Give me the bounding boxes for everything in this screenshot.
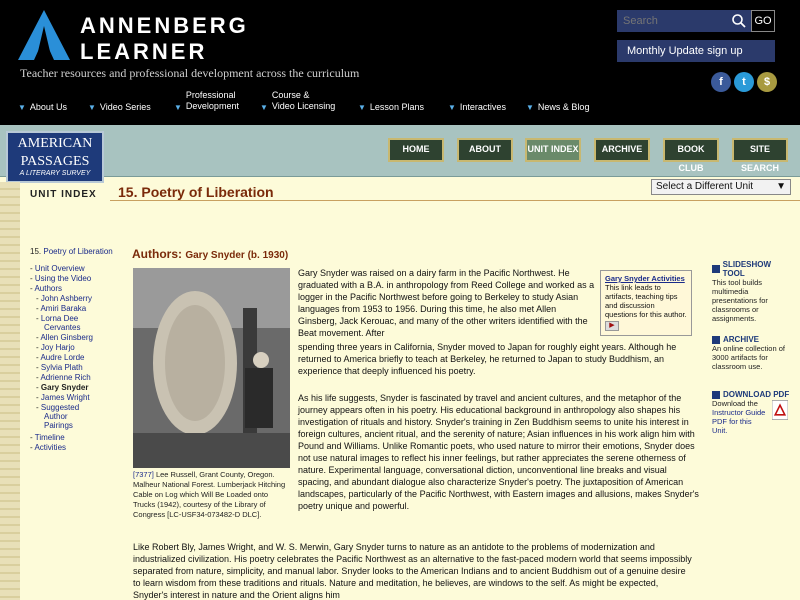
nav-video-series[interactable]: ▼ Video Series: [88, 102, 151, 112]
archive-icon: [712, 336, 720, 344]
nav-professional-development[interactable]: ▼ Professional Development: [174, 90, 239, 112]
bio-paragraph-1b: spending three years in California, Snyder moved to Japan for roughly eight years. Although he returned to America briefly to teach at Berkeley, he returned to Japan to study Buddhism, an experience that deeply influenced his poetry.: [298, 342, 677, 376]
download-pdf-tool[interactable]: DOWNLOAD PDF Download the Instructor Guide PDF for this Unit.: [712, 390, 790, 435]
slideshow-tool[interactable]: SLIDESHOW TOOL This tool builds multimedia presentations for classrooms or assignments.: [712, 260, 772, 323]
chevron-down-icon: ▼: [448, 102, 456, 112]
sidebar-item-cervantes-2[interactable]: Cervantes: [44, 323, 81, 332]
sidebar-item-harjo[interactable]: Joy Harjo: [40, 343, 75, 352]
archive-tool[interactable]: ARCHIVE An online collection of 3000 artifacts for classroom use.: [712, 335, 785, 371]
divider: [110, 200, 800, 201]
page-title: 15. Poetry of Liberation: [118, 184, 274, 200]
sidebar-item-cervantes[interactable]: Lorna Dee: [40, 314, 79, 323]
pdf-file-icon[interactable]: [772, 400, 788, 420]
twitter-icon[interactable]: t: [734, 72, 754, 92]
nav-about-us[interactable]: ▼ About Us: [18, 102, 67, 112]
chevron-down-icon: ▼: [526, 102, 534, 112]
slideshow-icon: [712, 265, 720, 273]
decorative-strip: [0, 182, 20, 600]
sidebar-item-timeline[interactable]: Timeline: [34, 433, 65, 442]
sidebar-item-baraka[interactable]: Amiri Baraka: [40, 304, 87, 313]
arrow-right-icon[interactable]: ▶: [605, 321, 619, 331]
facebook-icon[interactable]: f: [711, 72, 731, 92]
sidebar-item-snyder[interactable]: Gary Snyder: [40, 383, 89, 392]
chevron-down-icon: ▼: [174, 102, 182, 112]
bio-paragraph-3: Like Robert Bly, James Wright, and W. S. Merwin, Gary Snyder turns to nature as an antidote to the problems of modernization and industrialized civilization. His poetry celebrates the Pacific Northwest as an alternative to the fast-paced modern world that seems impossibly separated from nature, simplicity, and manual labor. Snyder looks to the American Indians and to ancient Buddhism out of a genuine desire to learn wisdom from these traditions and rituals. Nature and meditation, he believes, are windows to the self. As might be expected, Snyder's interest in nature and the Orient aligns him: [133, 542, 692, 600]
authors-heading: Authors: Gary Snyder (b. 1930): [132, 247, 289, 261]
sidebar-item-lorde[interactable]: Audre Lorde: [40, 353, 85, 362]
monthly-update-button[interactable]: Monthly Update sign up: [617, 40, 775, 62]
search-icon[interactable]: [731, 13, 747, 29]
annenberg-logo-icon[interactable]: [18, 10, 70, 60]
sidebar-item-authors[interactable]: Authors: [34, 284, 63, 293]
chevron-down-icon: ▼: [18, 102, 26, 112]
brand-line-1[interactable]: ANNENBERG: [80, 13, 249, 38]
activities-box[interactable]: Gary Snyder Activities This link leads to artifacts, teaching tips and discussion questions for this author. ▶: [600, 270, 692, 336]
bio-paragraph-1: Gary Snyder was raised on a dairy farm in the Pacific Northwest. He graduated with a B.A. in anthropology from Reed College and worked as a logger in the Pacific Northwest before going to Berkeley to study Asian languages from 1953 to 1956. During this time, he also met Allen Ginsberg, Jack Kerouac, and many of the other writers identified with the Beat movement. After: [298, 268, 595, 338]
chevron-down-icon: ▼: [358, 102, 366, 112]
search-go-button[interactable]: GO: [751, 10, 775, 32]
sidebar-item-rich[interactable]: Adrienne Rich: [40, 373, 91, 382]
nav-news-blog[interactable]: ▼ News & Blog: [526, 102, 590, 112]
tab-archive[interactable]: ARCHIVE: [594, 138, 650, 162]
activities-title[interactable]: Gary Snyder Activities: [605, 274, 685, 283]
chevron-down-icon: ▼: [88, 102, 96, 112]
chevron-down-icon: ▼: [260, 102, 268, 112]
pdf-icon: [712, 391, 720, 399]
tab-book-club[interactable]: BOOK CLUB: [663, 138, 719, 162]
sidebar-item-ashberry[interactable]: John Ashberry: [40, 294, 93, 303]
brand-line-2[interactable]: LEARNER: [80, 39, 208, 64]
site-header: [0, 0, 800, 125]
tagline: Teacher resources and professional development across the curriculum: [20, 66, 360, 80]
sidebar-item-wright[interactable]: James Wright: [40, 393, 90, 402]
shop-icon[interactable]: $: [757, 72, 777, 92]
unit-index-label: UNIT INDEX: [30, 189, 97, 200]
sidebar-head-link[interactable]: Poetry of Liberation: [43, 247, 113, 256]
sidebar-item-using-video[interactable]: Using the Video: [34, 274, 92, 283]
nav-lesson-plans[interactable]: ▼ Lesson Plans: [358, 102, 424, 112]
photo-caption: [7377] Lee Russell, Grant County, Oregon. Malheur National Forest. Lumberjack Hitching Cable on Log which Will Be Loaded onto Trucks (1942), courtesy of the Library of Congress [LC-USF34-073482-D DLC].: [133, 470, 286, 519]
caption-id-link[interactable]: [7377]: [133, 470, 154, 479]
sidebar-item-plath[interactable]: Sylvia Plath: [40, 363, 83, 372]
sidebar-item-author[interactable]: Author: [44, 412, 68, 421]
tab-unit-index[interactable]: UNIT INDEX: [525, 138, 581, 162]
nav-interactives[interactable]: ▼ Interactives: [448, 102, 506, 112]
chevron-down-icon: ▼: [776, 181, 786, 192]
main-nav: [14, 90, 654, 120]
nav-course-licensing[interactable]: ▼ Course & Video Licensing: [260, 90, 336, 112]
bio-paragraph-2: As his life suggests, Snyder is fascinated by travel and ancient cultures, and the metaphor of the journey appears often in his poetry. His educational background in anthropology also shapes his investigation of rituals and history. Snyder's training in Zen Buddhism seems to unite his interest in foreign cultures, ancient ritual, and the serenity of nature; Asian influences in his work align him with Pound and Williams. Unlike Romantic poets, who used nature to mirror their emotions, Snyder does not use natural images to reflect his inner feelings, but rather appreciates the serene otherness of nature. Experimental language, conversational diction, unconventional line breaks and visual spacing, and abundant dialogue also characterize Snyder's poetry. The juxtaposition of American landscapes, particularly of the Pacific Northwest, with Eastern images and allusions, makes Snyder's poetry unique and powerful.: [298, 393, 699, 511]
tab-about[interactable]: ABOUT: [457, 138, 513, 162]
instructor-guide-link[interactable]: Instructor Guide PDF for this Unit.: [712, 408, 766, 435]
sidebar-item-activities[interactable]: Activities: [34, 443, 67, 452]
sidebar-item-pairings[interactable]: Pairings: [44, 421, 73, 430]
unit-select-dropdown[interactable]: Select a Different Unit ▼: [651, 179, 791, 195]
tab-home[interactable]: HOME: [388, 138, 444, 162]
sidebar-item-ginsberg[interactable]: Allen Ginsberg: [40, 333, 93, 342]
sidebar-item-unit-overview[interactable]: Unit Overview: [34, 264, 85, 273]
tab-site-search[interactable]: SITE SEARCH: [732, 138, 788, 162]
sidebar-item-suggested[interactable]: Suggested: [40, 403, 80, 412]
american-passages-logo[interactable]: AMERICAN PASSAGES A LITERARY SURVEY: [6, 131, 104, 183]
lumberjack-photo[interactable]: [133, 268, 290, 468]
